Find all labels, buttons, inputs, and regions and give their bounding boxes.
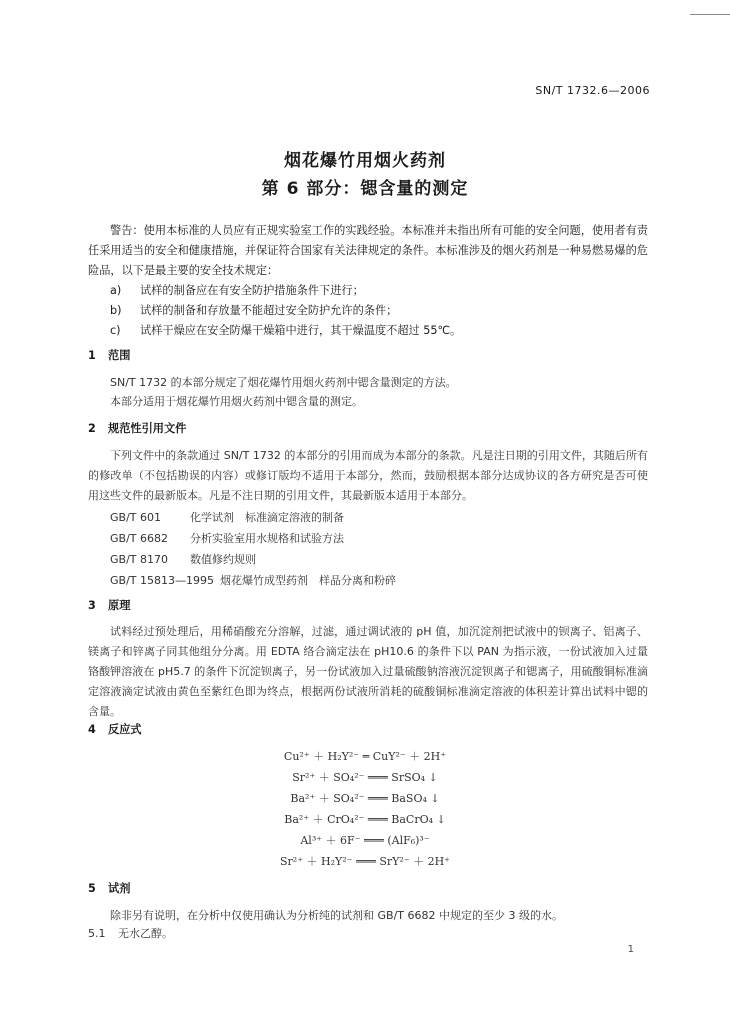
normative-reference: GB/T 15813—1995 烟花爆竹成型药剂 样品分离和粉碎: [110, 574, 396, 587]
warning-paragraph: 警告：使用本标准的人员应有正规实验室工作的实践经验。本标准并未指出所有可能的安全问题，使用者有责任采用适当的安全和健康措施，并保证符合国家有关法律规定的条件。本标准涉及的烟火药剂是一种易燃易爆的危险品，以下是最主要的安全技术规定：: [88, 224, 648, 277]
reaction-equation: Cu²⁺ ＋ H₂Y²⁻ ═ CuY²⁻ ＋ 2H⁺: [283, 750, 447, 763]
subsection-5-1: 5.1 无水乙醇。: [88, 927, 173, 940]
normative-reference: GB/T 601 化学试剂 标准滴定溶液的制备: [110, 511, 344, 524]
reaction-equation: Al³⁺ ＋ 6F⁻ ═══ (AlF₆)³⁻: [300, 834, 430, 847]
reaction-equation: Sr²⁺ ＋ SO₄²⁻ ═══ SrSO₄ ↓: [292, 771, 438, 784]
section-1-heading: 1 范围: [88, 349, 131, 362]
document-number: SN/T 1732.6—2006: [535, 84, 650, 97]
reaction-equation: Ba²⁺ ＋ CrO₄²⁻ ═══ BaCrO₄ ↓: [284, 813, 446, 826]
section-1-paragraph-1: SN/T 1732 的本部分规定了烟花爆竹用烟火药剂中锶含量测定的方法。: [110, 376, 457, 389]
normative-reference: GB/T 8170 数值修约规则: [110, 553, 256, 566]
reaction-equation: Ba²⁺ ＋ SO₄²⁻ ═══ BaSO₄ ↓: [290, 792, 440, 805]
safety-item-a: a) 试样的制备应在有安全防护措施条件下进行；: [110, 284, 364, 297]
section-4-heading: 4 反应式: [88, 723, 142, 736]
safety-item-c: c) 试样干燥应在安全防爆干燥箱中进行，其干燥温度不超过 55℃。: [110, 324, 462, 337]
safety-item-b: b) 试样的制备和存放量不能超过安全防护允许的条件；: [110, 304, 398, 317]
title-line-1: 烟花爆竹用烟火药剂: [284, 151, 446, 171]
section-3-paragraph: 试料经过预处理后，用稀硝酸充分溶解，过滤，通过调试液的 pH 值，加沉淀剂把试液中的钡离子、铝离子、镁离子和锌离子同其他组分分离。用 EDTA 络合滴定法在 pH10.6 的条件下以 PAN 为指示液，一份试液加入过量铬酸钾溶液在 pH5.7 的条件下沉淀钡离子，另一份试液加入过量硫酸钠溶液沉淀钡离子和锶离子，用硫酸铜标准滴定溶液滴定试液由黄色至紫红色即为终点，根据两份试液所消耗的硫酸铜标准滴定溶液的体积差计算出试料中锶的含量。: [88, 625, 648, 718]
section-2-paragraph: 下列文件中的条款通过 SN/T 1732 的本部分的引用而成为本部分的条款。凡是注日期的引用文件，其随后所有的修改单（不包括勘误的内容）或修订版均不适用于本部分，然而，鼓励根据本部分达成协议的各方研究是否可使用这些文件的最新版本。凡是不注日期的引用文件，其最新版本适用于本部分。: [88, 449, 648, 502]
section-5-heading: 5 试剂: [88, 882, 131, 895]
section-2-heading: 2 规范性引用文件: [88, 422, 187, 435]
section-5-paragraph: 除非另有说明，在分析中仅使用确认为分析纯的试剂和 GB/T 6682 中规定的至少 3 级的水。: [110, 909, 563, 922]
title-line-2: 第 6 部分：锶含量的测定: [261, 179, 469, 199]
section-3-heading: 3 原理: [88, 599, 131, 612]
page-number: 1: [627, 944, 634, 955]
reaction-equation: Sr²⁺ ＋ H₂Y²⁻ ═══ SrY²⁻ ＋ 2H⁺: [279, 855, 450, 868]
section-1-paragraph-2: 本部分适用于烟花爆竹用烟火药剂中锶含量的测定。: [110, 395, 363, 408]
top-edge-line: [690, 14, 730, 15]
normative-reference: GB/T 6682 分析实验室用水规格和试验方法: [110, 532, 344, 545]
